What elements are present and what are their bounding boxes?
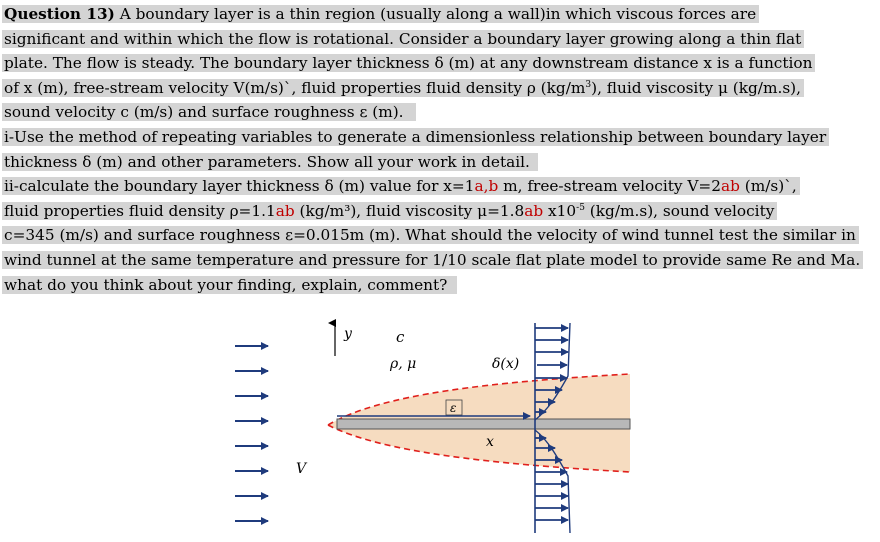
sound-speed-label: c <box>396 328 405 346</box>
boundary-layer-figure <box>230 318 650 540</box>
question-line-2: significant and within which the flow is rotational. Consider a boundary layer growing along a thin flat <box>2 27 876 52</box>
question-line-1: Question 13) A boundary layer is a thin region (usually along a wall)in which viscous forces are <box>2 2 876 27</box>
freestream-arrows <box>235 346 268 521</box>
question-number: Question 13) <box>4 5 115 23</box>
question-line-9: fluid properties fluid density ρ=1.1ab (kg/m³), fluid viscosity μ=1.8ab $x10^{-5}$ (kg/m.s), sound velocity <box>2 199 876 224</box>
v-label: V <box>296 461 307 477</box>
question-line-12: what do you think about your finding, explain, comment? <box>2 273 876 298</box>
question-text <box>2 2 876 297</box>
question-line-10: c=345 (m/s) and surface roughness ε=0.015m (m). What should the velocity of wind tunnel test the similar in <box>2 223 876 248</box>
flat-plate <box>337 419 630 429</box>
question-line-4: of x (m), free-stream velocity V(m/s)`, fluid properties fluid density ρ $(kg/m^3)$, fluid viscosity μ (kg/m.s), <box>2 76 876 101</box>
question-line-7: thickness δ (m) and other parameters. Show all your work in detail. <box>2 150 876 175</box>
question-line-11: wind tunnel at the same temperature and pressure for 1/10 scale flat plate model to provide same Re and Ma. <box>2 248 876 273</box>
question-line-6: i-Use the method of repeating variables to generate a dimensionless relationship between boundary layer <box>2 125 876 150</box>
y-label: y <box>344 326 352 342</box>
thickness-label: δ(x) <box>492 356 520 372</box>
question-line-5: sound velocity c (m/s) and surface roughness ε (m). <box>2 100 876 125</box>
density-viscosity-label: ρ, μ <box>390 356 417 372</box>
roughness-label: ε <box>450 401 457 415</box>
x-label: x <box>486 434 494 450</box>
question-line-8: ii-calculate the boundary layer thickness δ (m) value for x=1a,b m, free-stream velocity V=2ab (m/s)`, <box>2 174 876 199</box>
question-line-3: plate. The flow is steady. The boundary layer thickness δ (m) at any downstream distance x is a function <box>2 51 876 76</box>
